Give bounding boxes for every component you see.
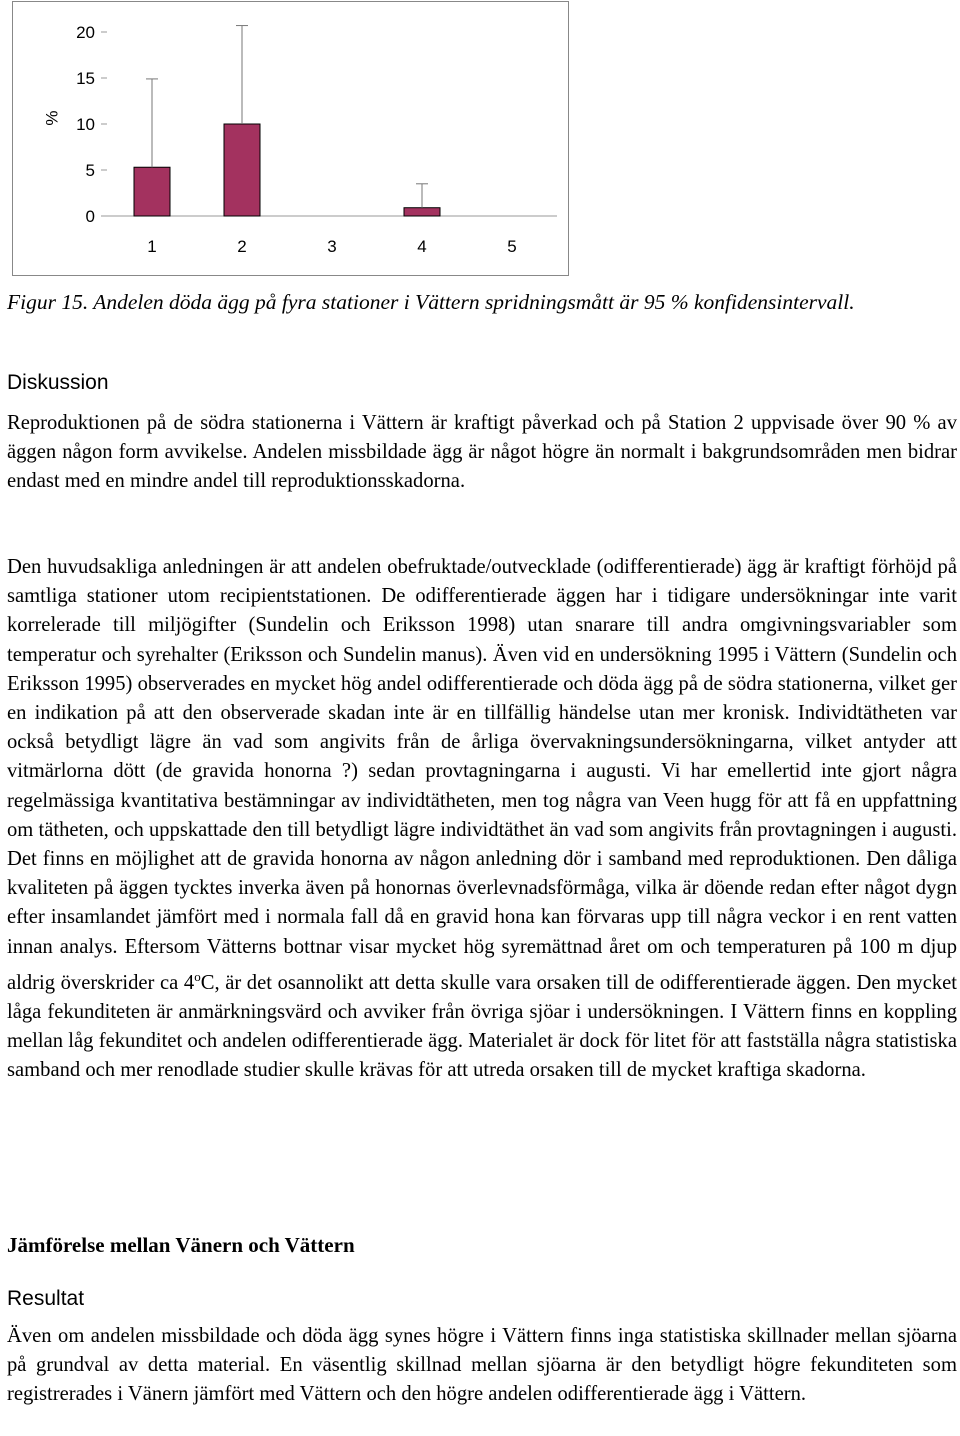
bar [224,124,260,216]
y-tick-label: 10 [76,115,95,134]
chart-panel [12,1,569,276]
paragraph-reproduktion: Reproduktionen på de södra stationerna i Vättern är kraftigt påverkad och på Station 2 uppvisade över 90 % av äggen någon form avvikelse. Andelen missbildade ägg är något högre än normalt i bakgrundsområden men bidrar endast med en mindre andel till reproduktionsskadorna. [7,412,957,493]
bar [134,167,170,216]
diskussion-heading: Diskussion [7,371,109,394]
x-tick-label: 2 [237,237,247,256]
x-tick-label: 4 [417,237,427,256]
y-tick-label: 15 [76,69,95,88]
resultat-heading: Resultat [7,1287,85,1310]
y-tick-label: 20 [76,23,95,42]
degree-superscript: o [194,968,201,984]
x-tick-label: 5 [507,237,517,256]
bar [404,208,440,216]
paragraph-huvudsakliga [7,553,957,1086]
x-tick-label: 3 [327,237,337,256]
y-tick-label: 5 [85,161,95,180]
x-tick-label: 1 [147,237,157,256]
jamforelse-heading: Jämförelse mellan Vänern och Vättern [7,1233,355,1257]
figure-caption: Figur 15. Andelen döda ägg på fyra stationer i Vättern spridningsmått är 95 % konfidensintervall. [7,290,855,314]
y-tick-label: 0 [85,207,95,226]
y-axis-label: % [42,110,62,126]
paragraph-resultat: Även om andelen missbildade och döda ägg synes högre i Vättern finns inga statistiska skillnader mellan sjöarna på grundval av detta material. En väsentlig skillnad mellan sjöarna är den betydligt högre fekunditeten som registrerades i Vänern jämfört med Vättern och den högre andelen odifferentierade ägg i Vättern. [7,1325,957,1406]
bar-chart [13,2,570,277]
paragraph-text-part2: C, är det osannolikt att detta skulle vara orsaken till de odifferentierade äggen. Den mycket låga fekunditeten är anmärkningsvärd och avviker från övriga sjöar i undersökningen. I Vättern finns en koppling mellan låg fekunditet och andelen odifferentierade ägg. Materialet är dock för litet för att fastställa några statistiska samband och mer renodlade studier skulle krävas för att utreda orsaken till de mycket kraftiga skadorna. [7,971,957,1082]
paragraph-text-part1: Den huvudsakliga anledningen är att andelen obefruktade/outvecklade (odifferentierade) ägg är kraftigt förhöjd på samtliga stationer utom recipientstationen. De odifferentierade äggen har i tidigare undersökningar inte varit korrelerade till miljögifter (Sundelin och Eriksson 1998) utan snarare till andra omgivningsvariabler som temperatur och syrehalter (Eriksson och Sundelin manus). Även vid en undersökning 1995 i Vättern (Sundelin och Eriksson 1995) observerades en mycket hög andel odifferentierade och döda ägg på de södra stationerna, vilket ger en indikation på att den observerade skadan inte är en tillfällig händelse utan mer kronisk. Individtätheten var också betydligt lägre än vad som angivits från de årliga övervakningsundersökningarna, vilket antyder att vitmärlorna dött (de gravida honorna ?) sedan provtagningarna i augusti. Vi har emellertid inte gjort några regelmässiga kvantitativa bestämningar av individtätheten, men tog några van Veen hugg för att få en uppfattning om tätheten, och uppskattade den till betydligt lägre individtäthet än vad som angivits från provtagningen i augusti. Det finns en möjlighet att de gravida honorna av någon anledning dör i samband med reproduktionen. Den dåliga kvaliteten på äggen tycktes inverka även på honornas överlevnadsförmåga, vilka är döende redan efter något dygn efter insamlandet jämfört med i normala fall då en gravid hona kan förvaras upp till några veckor i en rent vatten innan analys. Eftersom Vätterns bottnar visar mycket hög syremättnad året om och temperaturen på 100 m djup aldrig överskrider ca 4 [7,556,957,994]
